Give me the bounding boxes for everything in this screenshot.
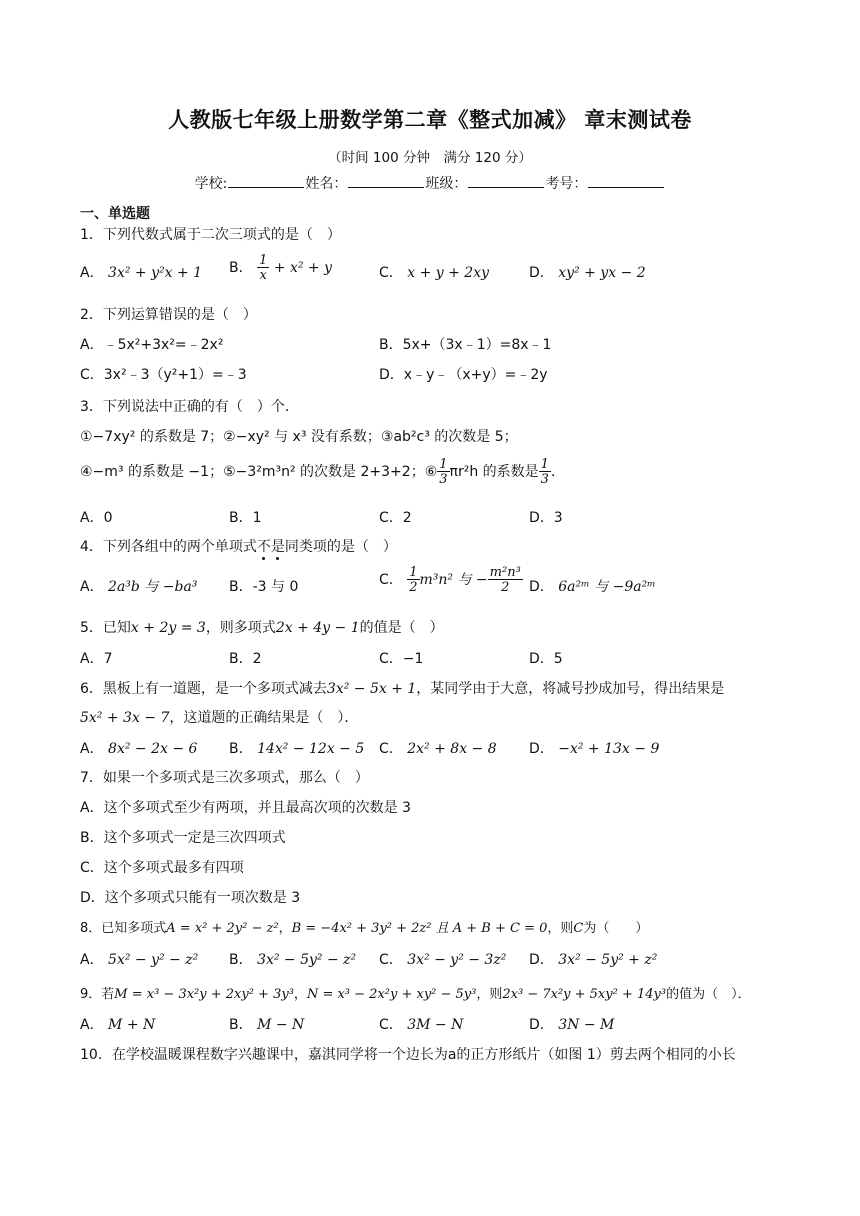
page-title: 人教版七年级上册数学第二章《整式加减》 章末测试卷 [168, 108, 692, 132]
question-4-stem [80, 536, 397, 556]
question-9-stem [80, 983, 751, 1002]
option-letter: B． [229, 741, 253, 757]
emphasis-text: 不 [256, 539, 271, 555]
stem-text: 同类项的是（ ） [284, 539, 397, 555]
option-expr: 3M − N [407, 1017, 464, 1033]
math-expr: 3x² − 5x + 1 [326, 681, 417, 697]
section-title: 一、单选题 [80, 206, 150, 222]
question-2-option-a: A．﹣5x²+3x²=﹣2x² [80, 337, 224, 353]
question-5-option-c: C．−1 [379, 651, 424, 667]
question-9-option-b [229, 1014, 304, 1034]
option-expr: + x² + y [269, 260, 333, 276]
question-1-option-b [229, 254, 332, 282]
option-letter: C． [379, 952, 403, 968]
question-8-option-c [379, 949, 506, 969]
denominator: x [259, 268, 267, 283]
math-expr: N = x³ − 2x²y + xy² − 5y³ [306, 987, 477, 1002]
question-6-option-b [229, 738, 364, 758]
option-letter: B． [229, 260, 253, 276]
numerator: 1 [439, 457, 448, 472]
option-letter: A． [80, 952, 104, 968]
option-letter: A． [80, 741, 104, 757]
name-blank[interactable] [348, 175, 424, 188]
question-8-option-d [529, 949, 657, 969]
question-1-option-d [529, 262, 646, 282]
stem-text: ，则多项式 [205, 620, 276, 636]
question-6-option-a [80, 738, 197, 758]
numerator: 1 [409, 565, 418, 580]
math-expr: C [573, 921, 584, 936]
question-3-statement-1: ①−7xy² 的系数是 7；②−xy² 与 x³ 没有系数；③ab²c³ 的次数是 5； [80, 429, 518, 445]
fraction [488, 566, 523, 594]
stem-text: ，某同学由于大意，将减号抄成加号，得出结果是 [416, 681, 725, 697]
stem-text: ，则 [476, 987, 503, 1002]
question-6-stem-line-2 [80, 707, 358, 727]
question-6-stem-line-1 [80, 678, 724, 698]
option-expr: xy² + yx − 2 [558, 265, 646, 281]
question-8-option-b [229, 949, 356, 969]
question-2-stem: 2．下列运算错误的是（ ） [80, 307, 257, 323]
option-letter: A． [80, 265, 104, 281]
name-label: 姓名： [305, 176, 348, 192]
student-info-line [0, 173, 860, 193]
denominator: 3 [439, 472, 448, 487]
question-3-statement-2: ④−m³ 的系数是 −1；⑤−3²m³n² 的次数是 2+3+2；⑥ $\frac{1}{3}$ πr²h 的系数是 $\frac{1}{3}$ ． [80, 457, 565, 487]
option-expr: 6a²ᵐ 与 −9a²ᵐ [558, 579, 656, 595]
option-letter: D． [529, 579, 554, 595]
option-expr: 3N − M [558, 1017, 615, 1033]
option-expr: M + N [108, 1017, 156, 1033]
question-3-option-a: A．0 [80, 510, 113, 526]
school-blank[interactable] [228, 175, 304, 188]
question-1-stem: 1．下列代数式属于二次三项式的是（ ） [80, 227, 341, 243]
school-label: 学校: [194, 176, 228, 192]
question-3-option-c: C．2 [379, 510, 412, 526]
exam-duration: （时间 100 分钟 满分 120 分） [328, 150, 532, 166]
option-letter: A． [80, 1017, 104, 1033]
option-expr: 5x² − y² − z² [108, 952, 199, 968]
question-7-option-a: A．这个多项式至少有两项，并且最高次项的次数是 3 [80, 800, 411, 816]
denominator: 2 [501, 580, 510, 595]
statement-text: πr²h 的系数是 [449, 464, 539, 480]
option-letter: C． [379, 1017, 403, 1033]
option-letter: B． [229, 952, 253, 968]
question-4-option-c [379, 566, 523, 594]
option-letter: D． [529, 1017, 554, 1033]
numerator: 1 [259, 253, 268, 268]
question-2-option-b: B．5x+（3x﹣1）=8x﹣1 [379, 337, 552, 353]
stem-text: 9．若 [80, 987, 115, 1002]
exam-no-label: 考号： [545, 176, 588, 192]
numerator: m²n³ [489, 565, 521, 580]
option-letter: C． [379, 572, 403, 588]
question-8-option-a [80, 949, 198, 969]
option-letter: D． [529, 741, 554, 757]
option-expr: 3x² − y² − 3z² [407, 952, 507, 968]
stem-text: 6．黑板上有一道题，是一个多项式减去 [80, 681, 327, 697]
option-expr: x + y + 2xy [407, 265, 490, 281]
denominator: 3 [540, 472, 549, 487]
math-expr: 2x³ − 7x²y + 5xy² + 14y³ [502, 987, 667, 1002]
option-letter: A． [80, 579, 104, 595]
question-5-option-a: A．7 [80, 651, 113, 667]
stem-text: 4．下列各组中的两个单项式 [80, 539, 257, 555]
question-4-option-d [529, 576, 656, 596]
question-3-stem: 3．下列说法中正确的有（ ）个． [80, 399, 299, 415]
math-expr: B = −4x² + 3y² + 2z² 且 A + B + C = 0 [291, 921, 548, 936]
question-1-option-a [80, 262, 202, 282]
option-expr: 3x² + y²x + 1 [108, 265, 203, 281]
stem-text: 为（ ） [583, 921, 649, 936]
option-expr: 14x² − 12x − 5 [257, 741, 365, 757]
stem-text: ， [293, 987, 307, 1002]
option-expr: M − N [257, 1017, 305, 1033]
class-label: 班级： [425, 176, 468, 192]
option-expr: 2x² + 8x − 8 [407, 741, 497, 757]
question-3-option-d: D．3 [529, 510, 563, 526]
question-6-option-c [379, 738, 497, 758]
question-7-stem: 7．如果一个多项式是三次多项式，那么（ ） [80, 770, 369, 786]
fraction [539, 458, 551, 486]
question-4-option-a [80, 576, 197, 596]
question-3-option-b: B．1 [229, 510, 262, 526]
question-5-option-d: D．5 [529, 651, 563, 667]
question-1-option-c [379, 262, 489, 282]
stem-text: 5．已知 [80, 620, 131, 636]
exam-no-blank[interactable] [588, 175, 664, 188]
stem-text: 的值为（ ）． [666, 987, 751, 1002]
class-blank[interactable] [468, 175, 544, 188]
stem-text: ，则 [547, 921, 574, 936]
numerator: 1 [540, 457, 549, 472]
math-expr: 2x + 4y − 1 [275, 620, 360, 636]
emphasis-text: 是 [270, 539, 285, 555]
question-2-option-c: C．3x²﹣3（y²+1）=﹣3 [80, 367, 247, 383]
stem-text: ，这道题的正确结果是（ ）． [169, 710, 359, 726]
denominator: 2 [409, 580, 418, 595]
fraction [407, 566, 419, 594]
question-5-stem [80, 617, 444, 637]
option-letter: D． [529, 265, 554, 281]
option-letter: B． [229, 1017, 253, 1033]
math-expr: A = x² + 2y² − z² [166, 921, 279, 936]
option-expr: m³n² 与 − [419, 572, 488, 588]
question-10-stem: 10．在学校温暖课程数字兴趣课中，嘉淇同学将一个边长为a的正方形纸片（如图 1）剪去两个相同的小长 [80, 1047, 736, 1063]
option-expr: 3x² − 5y² + z² [558, 952, 658, 968]
fraction [257, 254, 269, 282]
question-4-option-b: B．-3 与 0 [229, 579, 299, 595]
option-letter: C． [379, 741, 403, 757]
stem-text: 8．已知多项式 [80, 921, 167, 936]
question-9-option-a [80, 1014, 155, 1034]
option-expr: −x² + 13x − 9 [558, 741, 660, 757]
question-8-stem [80, 917, 648, 936]
question-5-option-b: B．2 [229, 651, 262, 667]
math-expr: x + 2y = 3 [130, 620, 206, 636]
question-7-option-c: C．这个多项式最多有四项 [80, 860, 244, 876]
option-expr: 2a³b 与 −ba³ [108, 579, 198, 595]
question-9-option-c [379, 1014, 463, 1034]
stem-text: ， [278, 921, 292, 936]
question-6-option-d [529, 738, 659, 758]
fraction [437, 458, 449, 486]
option-letter: D． [529, 952, 554, 968]
statement-text: ④−m³ 的系数是 −1；⑤−3²m³n² 的次数是 2+3+2；⑥ [80, 464, 438, 480]
question-9-option-d [529, 1014, 614, 1034]
option-expr: 8x² − 2x − 6 [108, 741, 198, 757]
math-expr: M = x³ − 3x²y + 2xy² + 3y³ [114, 987, 294, 1002]
option-letter: C． [379, 265, 403, 281]
question-7-option-b: B．这个多项式一定是三次四项式 [80, 830, 286, 846]
option-expr: 3x² − 5y² − z² [257, 952, 357, 968]
stem-text: 的值是（ ） [359, 620, 444, 636]
question-7-option-d: D．这个多项式只能有一项次数是 3 [80, 890, 301, 906]
question-2-option-d: D．x﹣y﹣（x+y）=﹣2y [379, 367, 548, 383]
math-expr: 5x² + 3x − 7 [80, 710, 170, 726]
